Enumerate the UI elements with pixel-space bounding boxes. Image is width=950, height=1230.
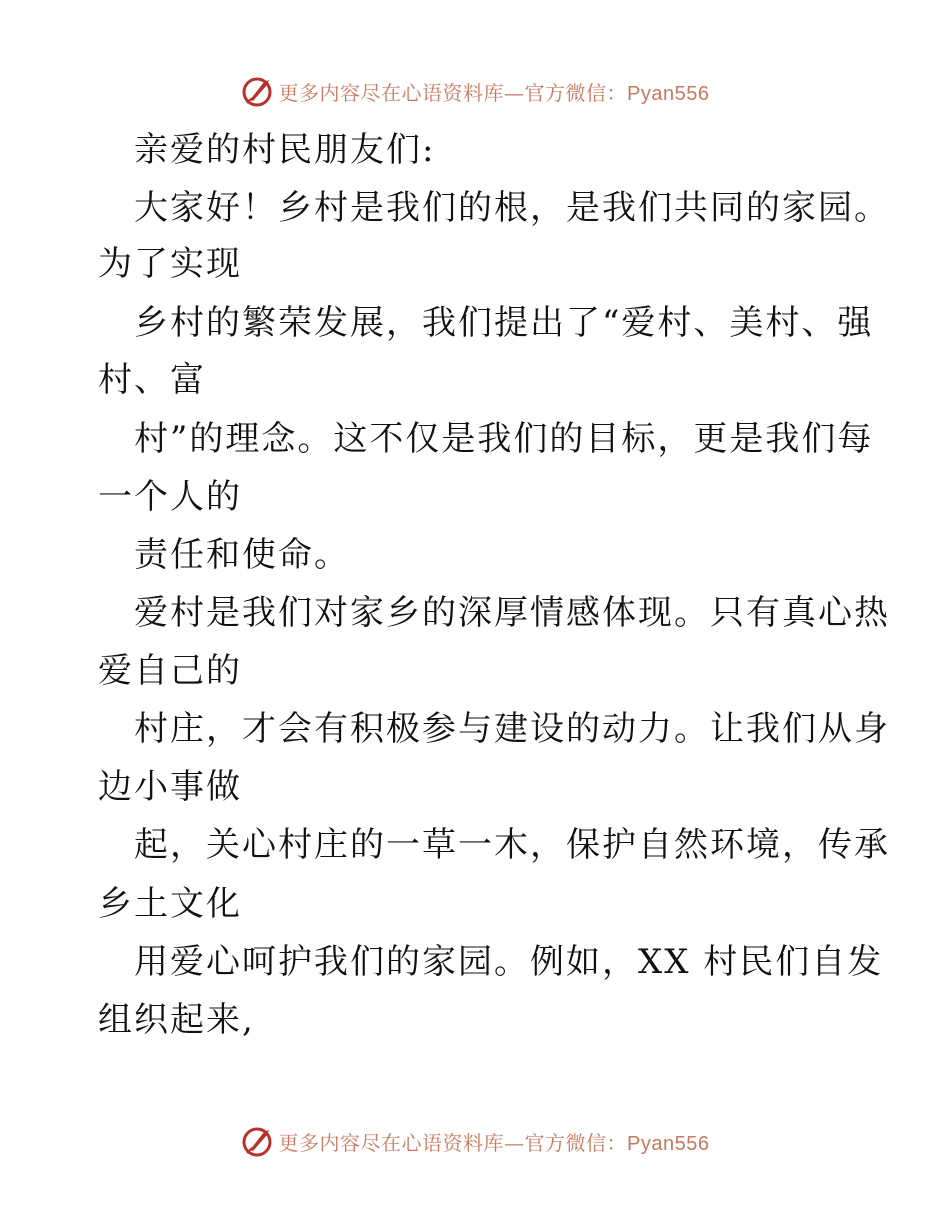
doc-line: 爱自己的 bbox=[98, 651, 242, 691]
doc-line: 亲爱的村民朋友们: bbox=[134, 130, 436, 170]
doc-line: 一个人的 bbox=[98, 477, 242, 517]
doc-line: 爱村是我们对家乡的深厚情感体现。只有真心热 bbox=[134, 593, 890, 633]
doc-line: 乡村的繁荣发展，我们提出了“爱村、美村、强 bbox=[134, 303, 874, 343]
doc-line: 村庄，才会有积极参与建设的动力。让我们从身 bbox=[134, 709, 890, 749]
banner-slogan: 更多内容尽在心语资料库 bbox=[278, 80, 505, 105]
banner-wechat-id: Pyan556 bbox=[627, 82, 710, 105]
doc-line: 为了实现 bbox=[98, 244, 242, 284]
doc-line: 责任和使命。 bbox=[134, 535, 350, 575]
quill-pen-logo-icon bbox=[241, 74, 275, 108]
banner-text bbox=[279, 77, 710, 106]
banner-text bbox=[279, 1127, 710, 1156]
header-banner bbox=[0, 71, 950, 111]
banner-separator: — bbox=[504, 1130, 525, 1155]
doc-line: 用爱心呵护我们的家园。例如，XX 村民们自发 bbox=[134, 942, 884, 982]
banner-slogan: 更多内容尽在心语资料库 bbox=[278, 1130, 505, 1155]
doc-line: 村、富 bbox=[98, 360, 206, 400]
footer-banner bbox=[0, 1121, 950, 1161]
banner-wechat-label: 官方微信： bbox=[524, 80, 628, 105]
doc-line: 乡土文化 bbox=[98, 884, 242, 924]
doc-line: 组织起来, bbox=[98, 1000, 255, 1040]
quill-pen-logo-icon bbox=[241, 1124, 275, 1158]
doc-line: 起，关心村庄的一草一木，保护自然环境，传承 bbox=[134, 825, 890, 865]
banner-wechat-id: Pyan556 bbox=[627, 1132, 710, 1155]
banner-wechat-label: 官方微信： bbox=[524, 1130, 628, 1155]
banner-separator: — bbox=[504, 80, 525, 105]
doc-line: 大家好！乡村是我们的根，是我们共同的家园。 bbox=[134, 188, 890, 228]
doc-line: 村”的理念。这不仅是我们的目标，更是我们每 bbox=[134, 419, 874, 459]
doc-line: 边小事做 bbox=[98, 767, 242, 807]
